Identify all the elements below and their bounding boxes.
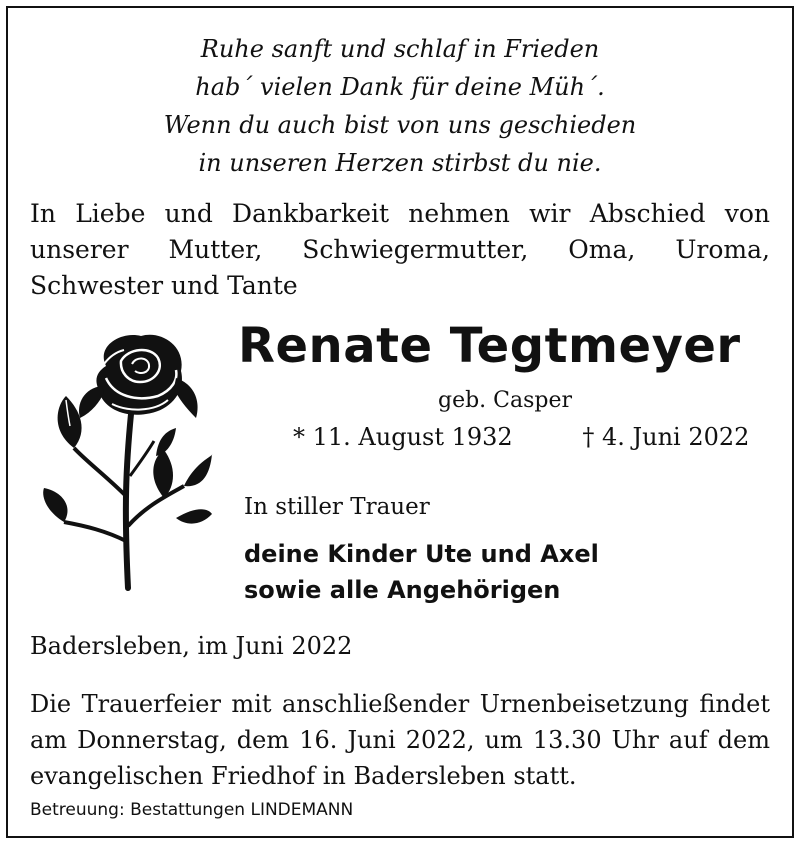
place-date: Badersleben, im Juni 2022 — [30, 632, 353, 660]
mourners-line-1: deine Kinder Ute und Axel — [244, 540, 599, 568]
undertaker-credit: Betreuung: Bestattungen LINDEMANN — [30, 800, 354, 820]
mourning-label: In stiller Trauer — [244, 494, 430, 520]
obituary-notice — [6, 6, 794, 838]
poem-line-2: hab´ vielen Dank für deine Müh´. — [195, 73, 605, 101]
birth-date: * 11. August 1932 — [293, 423, 513, 451]
mourners-line-2: sowie alle Angehörigen — [244, 576, 561, 604]
maiden-name: geb. Casper — [438, 388, 573, 413]
poem — [8, 30, 792, 182]
poem-line-1: Ruhe sanft und schlaf in Frieden — [200, 35, 600, 63]
intro-text: In Liebe und Dankbarkeit nehmen wir Abschied von unserer Mutter, Schwiegermutter, Oma, Uroma, Schwester und Tante — [30, 199, 770, 300]
poem-line-3: Wenn du auch bist von uns geschieden — [163, 111, 637, 139]
funeral-info: Die Trauerfeier mit anschließender Urnenbeisetzung findet am Donnerstag, dem 16. Juni 2022, um 13.30 Uhr auf dem evangelischen Friedhof in Badersleben statt. — [30, 690, 770, 790]
mourners — [244, 536, 599, 608]
life-dates — [293, 423, 749, 451]
deceased-name: Renate Tegtmeyer — [238, 318, 741, 374]
death-date: † 4. Juni 2022 — [582, 423, 750, 451]
poem-line-4: in unseren Herzen stirbst du nie. — [198, 149, 602, 177]
rose-icon — [36, 326, 216, 594]
